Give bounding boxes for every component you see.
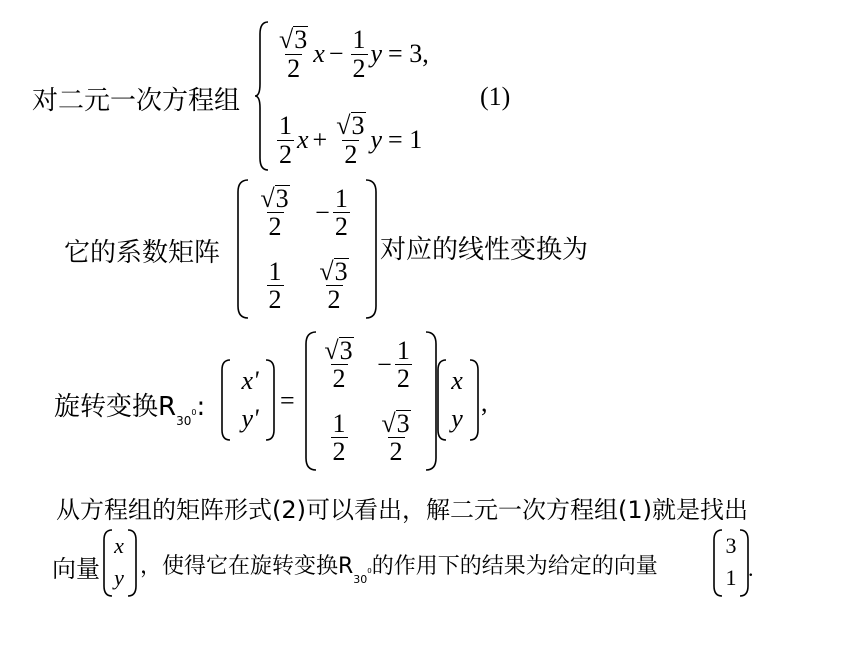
system-intro-text: 对二元一次方程组: [32, 86, 241, 116]
matrix-intro-text: 它的系数矩阵: [64, 238, 221, 268]
input-vector: x y: [451, 366, 463, 433]
equals-sign: =: [280, 386, 295, 415]
matrix-right-paren-icon: [364, 178, 378, 320]
left-brace-icon: [254, 20, 270, 172]
trailing-comma: ,: [481, 388, 488, 417]
equation-label-1: (1): [480, 82, 511, 111]
matrix-left-paren-icon: [236, 178, 250, 320]
input-vector-right-paren-icon: [468, 358, 480, 442]
equation-1: √ 3 2 x − $\frac{1}{2}$ y = 3,: [279, 25, 429, 83]
rotation-matrix: √ 3 2 − $\frac{1}{2}$ $\frac{1}{2}$ √ 3 2: [324, 335, 410, 466]
matrix-suffix-text: 对应的线性变换为: [380, 235, 589, 265]
unknown-vector: x y: [114, 533, 124, 590]
coefficient-matrix: √ 3 2 − $\frac{1}{2}$ $\frac{1}{2}$ √ 3 2: [260, 183, 348, 314]
unknown-vector-right-paren-icon: [126, 528, 138, 598]
image-vector: x' y': [241, 366, 259, 433]
vector-word: 向量: [52, 555, 100, 583]
vector-left-paren-icon: [220, 358, 232, 442]
sentence-period: .: [748, 556, 754, 581]
equation-2: $\frac{1}{2}$ x + √ 3 2 y = 1: [279, 111, 423, 169]
rotation-label: 旋转变换$R_{30}0$:: [54, 392, 206, 428]
transform-sentence: ，使得它在旋转变换$R_{30}0$的作用下的结果为给定的向量: [140, 554, 658, 586]
vector-right-paren-icon: [264, 358, 276, 442]
explanation-line: 从方程组的矩阵形式(2)可以看出，解二元一次方程组(1)就是找出: [56, 496, 748, 524]
target-vector: 3 1: [725, 533, 737, 590]
